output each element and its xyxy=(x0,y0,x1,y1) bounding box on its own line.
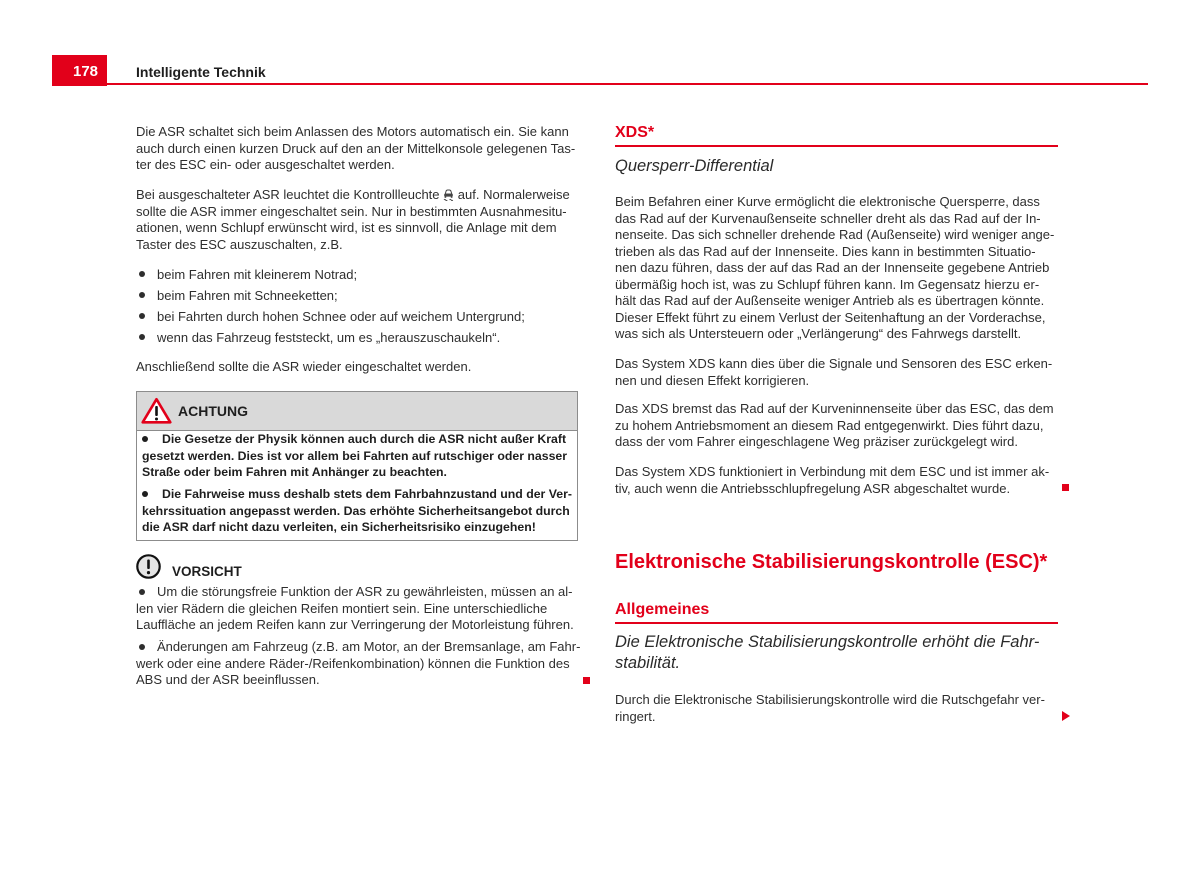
asr-closing-paragraph: Anschließend sollte die ASR wieder eingeschaltet werden. xyxy=(136,359,472,374)
esc-heading: Elektronische Stabilisierungskontrolle (ESC)* xyxy=(615,551,1048,573)
bullet-icon xyxy=(139,644,145,650)
list-item-text: bei Fahrten durch hohen Schnee oder auf weichem Untergrund; xyxy=(157,308,525,324)
warning-box-header xyxy=(137,392,577,431)
list-item xyxy=(136,306,525,327)
warning-item-text: Die Gesetze der Physik können auch durch die ASR nicht außer Kraft gesetzt werden. Dies ist vor allem bei Fahrten auf rutschiger oder nasser Straße oder beim Fahren mit Anhänger zu beachten. xyxy=(142,432,568,479)
warning-triangle-icon xyxy=(141,397,172,424)
asr-usage-list xyxy=(136,264,525,348)
warning-light-paragraph xyxy=(136,187,570,253)
xds-heading-rule xyxy=(615,145,1058,147)
section-end-marker-icon xyxy=(583,677,590,684)
xds-paragraph: Beim Befahren einer Kurve ermöglicht die elektronische Quersperre, dass das Rad auf der Kurvenaußenseite schneller dreht als das Rad auf der In- nenseite. Das sich schneller drehende Rad (Außenseite) wird weniger ange- trieben als das Rad auf der Innenseite. Dies kann in bestimmten Situatio- nen dazu führen, dass der auf das Rad an der Innenseite gegebene Antrieb übermäßig hoch ist, was zu Schlupf führen kann. Im Gegensatz hierzu er- hält das Rad auf der Außenseite weniger Antrieb als es übertragen könnte. Dieser Effekt führt zu einem Verlust der Seitenhaftung an der Vorderachse, was sich als Untersteuern oder „Verlängerung“ des Fahrwegs darstellt. xyxy=(615,194,1055,341)
list-item xyxy=(136,285,525,306)
caution-item-text: Um die störungsfreie Funktion der ASR zu gewährleisten, müssen an al- len vier Rädern die gleichen Reifen montiert sein. Eine unterschiedliche Lauffläche an jedem Reifen kann zur Verringerung der Motorleistung führen. xyxy=(136,584,574,632)
caution-body xyxy=(136,584,580,689)
list-item xyxy=(136,264,525,285)
caution-title: VORSICHT xyxy=(172,564,242,579)
list-item-text: beim Fahren mit kleinerem Notrad; xyxy=(157,266,358,282)
warning-item-text: Die Fahrweise muss deshalb stets dem Fahrbahnzustand und der Ver- kehrssituation angepasst werden. Das erhöhte Sicherheitsangebot durch die ASR darf nicht dazu verleiten, ein Sicherheitsrisiko einzugehen! xyxy=(142,487,573,534)
page-number: 178 xyxy=(73,63,99,80)
warning-box xyxy=(136,391,578,541)
bullet-icon xyxy=(142,491,148,497)
caution-exclamation-icon xyxy=(136,554,161,579)
caution-item xyxy=(136,584,580,634)
warning-box-body xyxy=(137,431,577,540)
bullet-icon xyxy=(139,334,145,340)
xds-paragraph: Das System XDS kann dies über die Signale und Sensoren des ESC erken- nen und diesen Effekt korrigieren. xyxy=(615,356,1053,388)
esc-subheading-rule xyxy=(615,622,1058,624)
caution-item-text: Änderungen am Fahrzeug (z.B. am Motor, an der Bremsanlage, am Fahr- werk oder eine andere Räder-/Reifenkombination) können die Funktion des ABS und der ASR beeinflussen. xyxy=(136,639,581,687)
section-end-marker-icon xyxy=(1062,484,1069,491)
continue-arrow-icon xyxy=(1062,711,1070,721)
warning-item xyxy=(142,486,572,536)
list-item xyxy=(136,327,525,348)
xds-paragraph: Das System XDS funktioniert in Verbindung mit dem ESC und ist immer ak- tiv, auch wenn die Antriebsschlupfregelung ASR abgeschaltet wurde. xyxy=(615,464,1050,496)
header-rule xyxy=(52,83,1148,85)
bullet-icon xyxy=(139,589,145,595)
xds-heading: XDS* xyxy=(615,124,655,141)
asr-intro-paragraph: Die ASR schaltet sich beim Anlassen des Motors automatisch ein. Sie kann auch durch einen kurzen Druck auf den an der Mittelkonsole gelegenen Tas- ter des ESC ein- oder ausgeschaltet werden. xyxy=(136,124,576,172)
list-item-text: beim Fahren mit Schneeketten; xyxy=(157,287,338,303)
bullet-icon xyxy=(139,313,145,319)
warning-light-text-after: auf. Normalerweise sollte die ASR immer eingeschaltet sein. Nur in bestimmten Ausnahmesitu- ationen, wenn Schlupf erwünscht wird, ist es sinnvoll, die Anlage mit dem Taster des ESC auszuschalten, z.B. xyxy=(136,187,570,252)
warning-box-title: ACHTUNG xyxy=(178,403,248,419)
page-number-box xyxy=(52,55,107,86)
list-item-text: wenn das Fahrzeug feststeckt, um es „herauszuschaukeln“. xyxy=(157,329,501,345)
warning-item xyxy=(142,431,572,481)
bullet-icon xyxy=(139,292,145,298)
caution-item xyxy=(136,639,580,689)
xds-paragraph: Das XDS bremst das Rad auf der Kurveninnenseite über das ESC, das dem zu hohem Antriebsmoment an diesem Rad entgegenwirkt. Dies führt dazu, dass der vom Fahrer eingeschlagene Weg präziser zurückgelegt wird. xyxy=(615,401,1054,449)
traction-control-warning-light-icon xyxy=(443,188,454,201)
warning-light-text-before: Bei ausgeschalteter ASR leuchtet die Kontrollleuchte xyxy=(136,187,440,202)
bullet-icon xyxy=(142,436,148,442)
esc-lead: Die Elektronische Stabilisierungskontrolle erhöht die Fahr- stabilität. xyxy=(615,632,1040,672)
esc-subheading: Allgemeines xyxy=(615,601,710,618)
esc-paragraph: Durch die Elektronische Stabilisierungskontrolle wird die Rutschgefahr ver- ringert. xyxy=(615,692,1045,724)
xds-subtitle: Quersperr-Differential xyxy=(615,157,774,175)
bullet-icon xyxy=(139,271,145,277)
section-title: Intelligente Technik xyxy=(136,64,266,80)
